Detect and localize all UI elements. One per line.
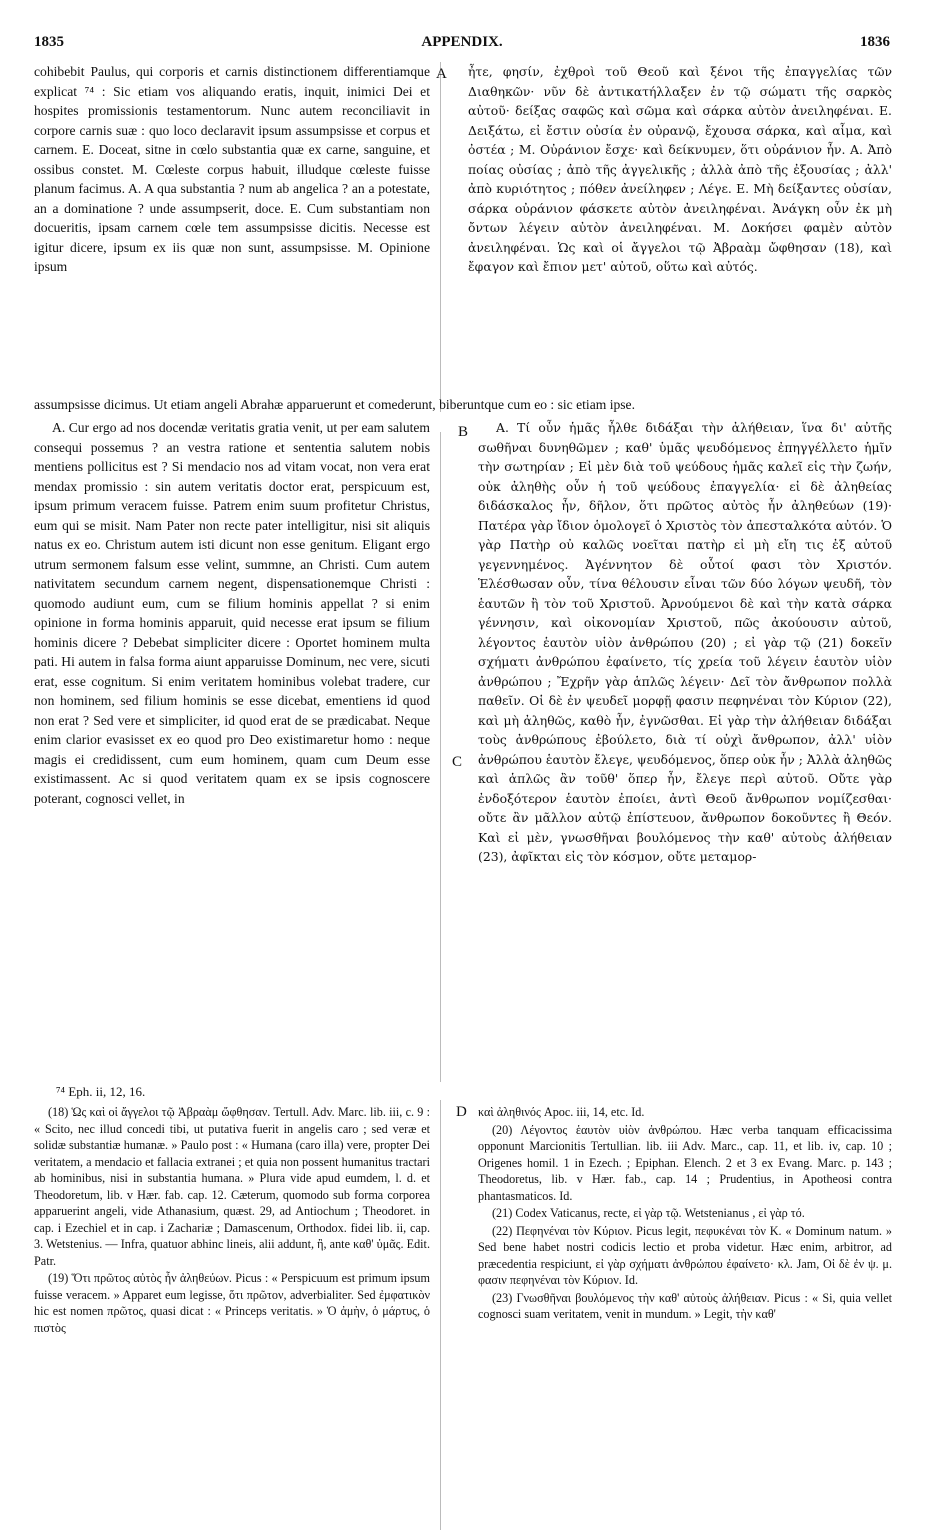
greek-paragraph-top: ἦτε, φησίν, ἐχθροὶ τοῦ Θεοῦ καὶ ξένοι τῆς ἐπαγγελίας τῶν Διαθηκῶν· νῦν δὲ ἀντικατήλλαξεν ἐν τῷ σώματι τῆς σαρκὸς αὐτοῦ· δείξας σαφῶς καὶ σῶμα καὶ σάρκα αὐτὸν ἀνειληφέναι. Ε. Δειξάτω, εἰ ἔστιν οὐσία ἐν οὐρανῷ, ἔχουσα σάρκα, καὶ αἷμα, καὶ ὀστέα ; Μ. Οὐράνιον ἔσχε· καὶ δείκνυμεν, ὅτι οὐράνιον ἦν. Α. Ἀπὸ ποίας οὐσίας ; ἀπὸ τῆς ἀγγελικῆς ; ἀλλὰ ἀπὸ τῆς ἐξουσίας ; ἀλλ' ἀπὸ κυριότητος ; πόθεν ἀνείληφεν ; Λέγε. Ε. Μὴ δείξαντες οὐσίαν, σάρκα οὐράνιον φάσκετε αὐτὸν ἀνειληφέναι. Ἀνάγκη οὖν ἐκ μὴ ὄντων λέγειν αὐτὸν ἀνειληφέναι. Μ. Δοκήσει φαμὲν αὐτὸν ἀνειληφέναι. Ὡς καὶ οἱ ἄγγελοι τῷ Ἀβραὰμ ὤφθησαν (18), καὶ ἔφαγον καὶ ἔπιον μετ' αὐτοῦ, οὕτω καὶ αὐτός.: [468, 64, 892, 274]
note-20: (20) Λέγοντος ἑαυτὸν υἱὸν ἀνθρώπου. Hæc verba tanquam efficacissima opponunt Marcionitis Tertullian. lib. iii Adv. Marc., cap. 11, et lib. iv, cap. 10 ; Origenes homil. 1 in Ezech. ; Epiphan. Elench. 2 et 3 ex Evang. Marc. p. 143 ; Theodoretus, lib. v Hær. fab., cap. 14 ; Prudentius, in Apotheosi contra phantasmaticos. Id.: [478, 1122, 892, 1203]
margin-marker-b: B: [458, 424, 469, 440]
notes-right-column: [478, 1104, 892, 1530]
greek-text-top: [468, 62, 892, 392]
notes-left-column: [34, 1104, 430, 1530]
column-rule-main: [440, 432, 441, 1082]
margin-marker-d: D: [456, 1104, 467, 1120]
latin-paragraph-main: A. Cur ergo ad nos docendæ veritatis gratia venit, ut per eam salutem consequi possemus ? an vestra ratione et sententia salutem nobis mentiens pollicitus est ? Si mendacio nos ad vitam vocat, non vera erat mendax promissio : sin autem veritatis doctor erat, perspicuum est, ipsum primum veracem fuisse. Patrem enim suum profitetur Christus, eum qui se misit. Nam Pater non recte pater intelligitur, nisi sit aliquis natus ex eo. Christum autem isti dicunt non esse genitum. Eligant ergo utrum sermonem falsum esse velint, summne, an Christi. Cum autem nativitatem secundum carnem negent, dispensationemque Christi : quomodo audiunt eum, cum se filium hominis appellat ? si enim opinione in forma hominis apparuit, quid necesse erat ipsum se filium hominis dicere ? Debebat simpliciter dicere : Oportet hominem multa pati. Hi autem in falsa forma aiunt apparuisse Dominum, nec vere, sicuti erat, esse cognitum. Si enim veritatem hominibus volebat tradere, cur non hominem, sed filium hominis se esse dicebat, ementiens id quod non erat ? Sed vere et simpliciter, id quod erat de se prædicabat. Neque enim clarior evasisset ex eo quod pro Deo existimaretur homo : neque magis ei credidissent, cum eum hominem, quam cum Deum esse existimassent. Ac si quod veritatem quam ex se ipsis cognoscere poterant, cognosci vellet, in: [34, 420, 430, 806]
note-21: (21) Codex Vaticanus, recte, εἰ γὰρ τῷ. Wetstenianus , εἰ γὰρ τό.: [492, 1206, 805, 1220]
note-22: (22) Πεφηνέναι τὸν Κύριον. Picus legit, πεφυκέναι τὸν Κ. « Dominum natum. » Sed bene habet nostri codicis lectio et proba videtur. Hæc enim, arbitror, ad præcedentia respiciunt, εἰ γὰρ σχήματι ἀνθρώπου ἐφαίνετο· κλ. Jam, Οἱ δὲ ἐν ψ. μ. φασιν πεφηνέναι τὸν Κύριον. Id.: [478, 1223, 892, 1287]
greek-paragraph-main: Α. Τί οὖν ἡμᾶς ἦλθε διδάξαι τὴν ἀλήθειαν, ἵνα δι' αὐτῆς σωθῆναι δυνηθῶμεν ; καθ' ὑμᾶς ψευδόμενος ἐπηγγέλλετο ἡμῖν τὴν σωτηρίαν ; Εἰ μὲν διὰ τοῦ ψεύδους ἡμᾶς καλεῖ εἰς τὴν ζωήν, οὐκ ἀληθὴς οὖν ἡ τοῦ ψεύδους ἐπαγγελία· εἰ δὲ ἀληθείας διδάσκαλος ἦν, δῆλον, ὅτι πρῶτος αὐτὸς ἦν ἀληθεύων (19)· Πατέρα γὰρ ἴδιον ὁμολογεῖ ὁ Χριστὸς τὸν ἀπεσταλκότα αὐτόν. Ὁ γὰρ Πατὴρ οὐ καλῶς νοεῖται πατὴρ εἰ μὴ εἴη τις ἐξ αὐτοῦ γεγεννημένος. Ἀγέννητον δὲ οὗτοί φασι τὸν Χριστόν. Ἑλέσθωσαν οὖν, τίνα θέλουσιν εἶναι τῶν δύο λόγων ψευδῆ, τὸν ἑαυτῶν ἢ τὸν τοῦ Χριστοῦ. Ἀρνούμενοι δὲ καὶ τὴν κατὰ σάρκα γέννησιν, καὶ οἰκονομίαν Χριστοῦ, πῶς ἀκούουσιν αὐτοῦ, λέγοντος ἑαυτὸν υἱὸν ἀνθρώπου (20) ; εἰ γὰρ τῷ (21) δοκεῖν σχήματι ἀνθρώπου ἐφαίνετο, τίς χρεία τοῦ λέγειν ἑαυτὸν υἱὸν ἀνθρώπου ; Ἔχρῆν γὰρ ἁπλῶς λέγειν· Δεῖ τὸν ἄνθρωπον πολλὰ παθεῖν. Οἱ δὲ ἐν ψευδεῖ μορφῇ φασιν πεφηνέναι τὸν Κύριον (22), καὶ μὴ ἀληθῶς, καθὸ ἦν, ἐγνῶσθαι. Εἰ γὰρ τὴν ἀλήθειαν διδάξαι τοὺς ἀνθρώπους ἐβούλετο, διὰ τί οὐχὶ ἄνθρωπον, ἀλλ' υἱὸν ἀνθρώπου ἑαυτὸν ἔλεγε, ψευδόμενος, ὅπερ οὐκ ἦν ; Ἀλλὰ ἀληθῶς καὶ ἁπλῶς ἂν τοῦθ' ὅπερ ἦν, ἔλεγε περὶ αὐτοῦ. Οὔτε γὰρ ἐνδοξότερον ἑαυτὸν ἐποίει, ἀντὶ Θεοῦ ἄνθρωπον νομίζεσθαι· οὔτε ἂν μᾶλλον αὐτῷ ἐπίστευον, ἄνθρωπον δοκοῦντες ἢ Θεόν. Καὶ εἰ μὲν, γνωσθῆναι βουλόμενος τὴν καθ' αὐτοὺς ἀλήθειαν (23), ἀφῖκται εἰς τὸν κόσμον, οὔτε μεταμορ-: [478, 420, 892, 864]
margin-marker-a: A: [436, 66, 447, 82]
latin-text-main: [34, 418, 430, 1063]
latin-text-top: [34, 62, 430, 392]
note-19: (19) Ὅτι πρῶτος αὐτὸς ἦν ἀληθεύων. Picus : « Perspicuum est primum ipsum fuisse veracem. » Apparet eum legisse, ὅτι πρῶτον, adverbialiter. Sed ἐμφατικὸν hic est nomen πρῶτος, quasi dicat : « Princeps veritatis. » Ὁ ἀμὴν, ὁ μάρτυς, ὁ πιστὸς: [34, 1271, 430, 1335]
margin-marker-c: C: [452, 754, 463, 770]
spanning-sentence: assumpsisse dicimus. Ut etiam angeli Abrahæ apparuerunt et comederunt, biberuntque cum eo : sic etiam ipse.: [34, 397, 635, 412]
footnote-74: ⁷⁴ Eph. ii, 12, 16.: [56, 1084, 146, 1099]
greek-text-main: [478, 418, 892, 1063]
left-column-number: 1835: [34, 34, 64, 50]
column-rule-top: [440, 62, 441, 412]
note-23: (23) Γνωσθῆναι βουλόμενος τὴν καθ' αὐτοὺς ἀλήθειαν. Picus : « Si, quia vellet cognosci suam veritatem, venit in mundum. » Legit, τὴν καθ': [478, 1290, 892, 1321]
note-19-continued: καὶ ἀληθινός Apoc. iii, 14, etc. Id.: [478, 1105, 645, 1119]
page-title: APPENDIX.: [421, 34, 503, 50]
spanning-line: [34, 395, 892, 415]
column-rule-notes: [440, 1100, 441, 1530]
running-header: [34, 34, 890, 56]
right-column-number: 1836: [860, 34, 890, 50]
note-18: (18) Ὡς καὶ οἱ ἄγγελοι τῷ Ἀβραὰμ ὤφθησαν. Tertull. Adv. Marc. lib. iii, c. 9 : « Scito, nec illud concedi tibi, ut putativa fuerit in angelis caro ; sed veræ et solidæ substantiæ humanæ. » Paulo post : « Humana (caro illa) vere, propter Dei veritatem, a mendacio et fallacia extranei ; et quia non possent humanitus tractari ab hominibus, nisi in substantia humana. » Plura vide apud eumdem, l. d. et Theodoretum, lib. v Hær. fab. cap. 12. Cæterum, quomodo sub forma corporea apparuerint angeli, vide Athanasium, quæst. 29, ad Antiochum ; Theodoret. in cap. i Ezechiel et in cap. i Zachariæ ; Damascenum, Orthodox. fidei lib. ii, cap. 3. Wetstenius. — Infra, quatuor abhinc lineis, alii addunt, ἢ, ante καθ' ὑμᾶς. Edit. Patr.: [34, 1105, 430, 1268]
latin-paragraph-top: cohibebit Paulus, qui corporis et carnis distinctionem differentiamque explicat ⁷⁴ : Sic etiam vos aliquando eratis, inquit, inimici Dei et hospites promissionis testamentorum. Nunc autem reconciliavit in corpore carnis suæ : quo loco declaravit ipsum assumpsisse et corpus et carnem. E. Doceat, sitne in cœlo substantia quæ ex carne, sanguine, et ossibus constet. M. Cœleste corpus habuit, illudque cœleste fuisse planum facimus. A. A qua substantia ? num ab angelica ? an a potestate, an a dominatione ? unde assumpserit, doce. E. Cum substantiam non docueritis, ipsam carnem cœle tem assumpsisse dicitis. Necesse est igitur dicere, ipsum ex iis quæ non sunt, assumpsisse. M. Opinione ipsum: [34, 64, 430, 274]
